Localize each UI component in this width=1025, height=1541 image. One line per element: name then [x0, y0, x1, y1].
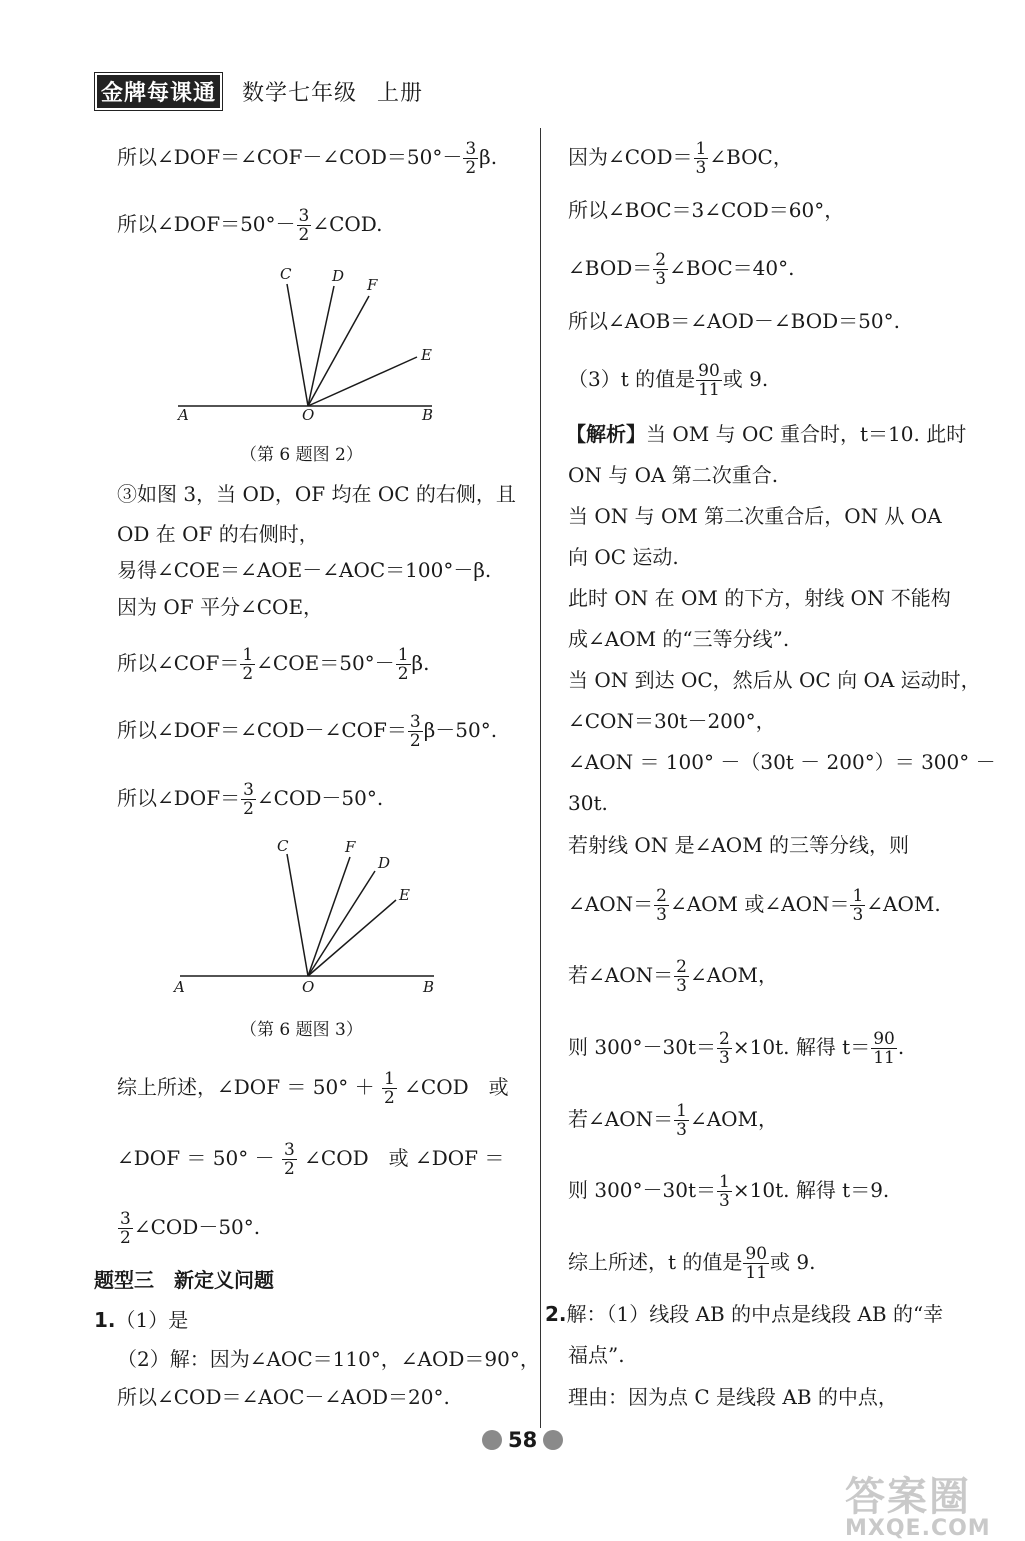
right-line-7: ON 与 OA 第二次重合.	[568, 463, 779, 487]
right-line-10: 此时 ON 在 OM 的下方，射线 ON 不能构	[568, 586, 951, 610]
figure-6-3	[170, 835, 450, 1005]
column-divider	[540, 128, 541, 1428]
page-footer	[482, 1428, 563, 1452]
ray-oc	[287, 284, 308, 406]
leaf-icon	[543, 1430, 563, 1450]
watermark: 答案圈 MXQE.COM	[845, 1474, 991, 1541]
ray-od	[308, 871, 375, 976]
left-line-11: ∠DOF ＝ 50° － $\frac{3}{2}$ ∠COD 或 ∠DOF ＝	[117, 1140, 505, 1179]
fraction: $\frac{3}{2}$	[409, 712, 421, 751]
fraction: $\frac{1}{2}$	[383, 1069, 395, 1108]
right-line-17: ∠AON＝ $\frac{2}{3}$ ∠AOM 或∠AON＝ $\frac{1}{3}$ ∠AOM.	[568, 886, 941, 925]
question-2-line-3: 理由：因为点 C 是线段 AB 的中点，	[568, 1385, 898, 1409]
label-c: C	[277, 837, 289, 855]
question-1-part-3: 所以∠COD＝∠AOC－∠AOD＝20°.	[117, 1385, 450, 1409]
left-line-5: 易得∠COE＝∠AOE－∠AOC＝100°－β.	[117, 558, 492, 582]
right-line-20: 若∠AON＝ $\frac{1}{3}$ ∠AOM，	[568, 1101, 779, 1140]
fraction: $\frac{3}{2}$	[465, 139, 477, 178]
fraction: $\frac{2}{3}$	[676, 957, 687, 996]
book-title: 数学七年级	[242, 80, 358, 106]
left-line-10: 综上所述，∠DOF ＝ 50° ＋ $\frac{1}{2}$ ∠COD 或	[117, 1069, 509, 1108]
ray-of	[308, 296, 369, 406]
left-line-7: 所以∠COF＝ $\frac{1}{2}$ ∠COE＝50°－ $\frac{1}{2}$ β.	[117, 645, 430, 684]
right-line-8: 当 ON 与 OM 第二次重合后，ON 从 OA	[568, 504, 942, 528]
fraction: $\frac{1}{3}$	[676, 1101, 687, 1140]
section-heading: 题型三 新定义问题	[94, 1268, 274, 1292]
fraction: $\frac{90}{11}$	[698, 361, 720, 400]
label-a: A	[174, 978, 185, 996]
label-c: C	[280, 265, 292, 283]
fraction: $\frac{2}{3}$	[656, 886, 667, 925]
fraction: $\frac{3}{2}$	[298, 206, 310, 245]
right-line-15: 30t.	[568, 791, 608, 815]
label-b: B	[422, 406, 434, 424]
question-2-line-1: 2.解：（1）线段 AB 的中点是线段 AB 的“幸	[545, 1302, 944, 1326]
right-line-13: ∠CON＝30t－200°，	[568, 709, 776, 733]
fraction: $\frac{2}{3}$	[655, 250, 667, 289]
left-line-4: OD 在 OF 的右侧时，	[117, 522, 319, 546]
label-o: O	[302, 978, 315, 996]
fraction: $\frac{90}{11}$	[745, 1244, 768, 1283]
label-b: B	[423, 978, 435, 996]
fraction: $\frac{1}{2}$	[242, 645, 254, 684]
question-1-part-2: （2）解：因为∠AOC＝110°，∠AOD＝90°，	[117, 1347, 540, 1371]
leaf-icon	[482, 1430, 502, 1450]
page-number: 58	[508, 1428, 538, 1452]
left-line-12: $\frac{3}{2}$ ∠COD－50°.	[120, 1209, 261, 1248]
label-d: D	[332, 267, 345, 285]
brand-logo: 金牌每课通	[97, 75, 220, 108]
label-e: E	[421, 346, 432, 364]
fraction: $\frac{1}{3}$	[695, 139, 707, 178]
fraction: $\frac{3}{2}$	[120, 1209, 131, 1248]
figure-3-caption: （第 6 题图 3）	[240, 1020, 363, 1040]
right-line-21: 则 300°－30t＝ $\frac{1}{3}$ ×10t. 解得 t＝9.	[568, 1172, 890, 1211]
right-line-12: 当 ON 到达 OC，然后从 OC 向 OA 运动时，	[568, 668, 981, 692]
right-line-19: 则 300°－30t＝ $\frac{2}{3}$ ×10t. 解得 t＝ $\frac{90}{11}$ .	[568, 1029, 905, 1068]
page-header	[97, 76, 423, 106]
right-line-16: 若射线 ON 是∠AOM 的三等分线，则	[568, 833, 910, 857]
right-line-6: 【解析】当 OM 与 OC 重合时，t＝10. 此时	[566, 422, 967, 446]
fraction: $\frac{3}{2}$	[283, 1140, 295, 1179]
right-line-14: ∠AON ＝ 100° －（30t － 200°）＝ 300° －	[568, 750, 996, 774]
right-line-9: 向 OC 运动.	[568, 545, 679, 569]
label-e: E	[399, 886, 410, 904]
label-d: D	[378, 854, 391, 872]
figure-6-2	[170, 260, 450, 430]
left-line-6: 因为 OF 平分∠COE，	[117, 595, 324, 619]
right-line-18: 若∠AON＝ $\frac{2}{3}$ ∠AOM，	[568, 957, 779, 996]
fraction: $\frac{3}{2}$	[243, 780, 254, 819]
ray-oe	[308, 357, 417, 406]
right-line-4: 所以∠AOB＝∠AOD－∠BOD＝50°.	[568, 309, 900, 333]
right-line-11: 成∠AOM 的“三等分线”.	[568, 627, 790, 651]
right-line-1: 因为∠COD＝ $\frac{1}{3}$ ∠BOC，	[568, 139, 793, 178]
question-1-part-1: 1.（1）是	[94, 1308, 189, 1332]
label-a: A	[178, 406, 189, 424]
label-o: O	[302, 406, 315, 424]
figure-2-caption: （第 6 题图 2）	[240, 445, 363, 465]
ray-od	[308, 286, 334, 406]
label-f: F	[345, 838, 356, 856]
fraction: $\frac{90}{11}$	[873, 1029, 895, 1068]
fraction: $\frac{1}{3}$	[719, 1172, 730, 1211]
right-line-5: （3）t 的值是 $\frac{90}{11}$ 或 9.	[568, 361, 769, 400]
right-line-2: 所以∠BOC＝3∠COD＝60°，	[568, 198, 845, 222]
right-line-22: 综上所述，t 的值是 $\frac{90}{11}$ 或 9.	[568, 1244, 816, 1283]
left-line-8: 所以∠DOF＝∠COD－∠COF＝ $\frac{3}{2}$ β－50°.	[117, 712, 498, 751]
left-line-1: 所以∠DOF＝∠COF－∠COD＝50°－ $\frac{3}{2}$ β.	[117, 139, 498, 178]
left-line-2: 所以∠DOF＝50°－ $\frac{3}{2}$ ∠COD.	[117, 206, 383, 245]
book-volume: 上册	[377, 80, 424, 106]
label-f: F	[367, 276, 378, 294]
fraction: $\frac{1}{3}$	[852, 886, 864, 925]
fraction: $\frac{1}{2}$	[397, 645, 409, 684]
left-line-9: 所以∠DOF＝ $\frac{3}{2}$ ∠COD－50°.	[117, 780, 384, 819]
question-2-line-2: 福点”.	[568, 1343, 625, 1367]
left-line-3: ③如图 3，当 OD，OF 均在 OC 的右侧，且	[117, 482, 516, 506]
ray-oc	[287, 854, 308, 976]
right-line-3: ∠BOD＝ $\frac{2}{3}$ ∠BOC＝40°.	[568, 250, 795, 289]
fraction: $\frac{2}{3}$	[719, 1029, 730, 1068]
